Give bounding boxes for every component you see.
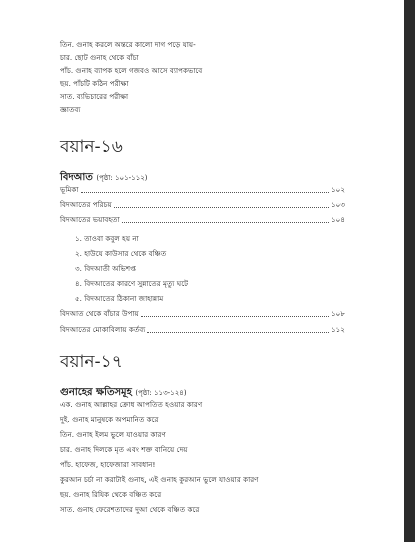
toc-row[interactable] bbox=[60, 184, 345, 195]
toc-page: ১০৪ bbox=[330, 215, 345, 224]
list-item: ছয়. গুনাহ রিযিক থেকে বঞ্চিত করে bbox=[60, 490, 162, 499]
toc-label: বিদআতের পরিচয় bbox=[60, 200, 112, 209]
intro-line: পাঁচ. গুনাহ ব্যাপক হলে গজবও আসে ব্যাপকভাবে bbox=[60, 66, 203, 75]
intro-line: তিন. গুনাহ করলে অন্তরে কালো দাগ পড়ে যায়- bbox=[60, 40, 196, 49]
toc-row[interactable] bbox=[60, 199, 345, 210]
toc-label: বিদআত থেকে বাঁচার উপায় bbox=[60, 309, 139, 318]
list-item: চার. গুনাহ দিলকে মৃত এবং শক্ত বানিয়ে দেয় bbox=[60, 445, 188, 454]
list-item: দুই. গুনাহ মানুষকে অপমানিত করে bbox=[60, 415, 159, 424]
intro-line: চার. ছোট গুনাহ থেকে বাঁচা bbox=[60, 53, 139, 62]
list-item: তিন. গুনাহ ইলম ভুলে যাওয়ার কারণ bbox=[60, 430, 166, 439]
page-edge-bar bbox=[404, 0, 415, 542]
section-title-text: গুনাহের ক্ষতিসমূহ bbox=[60, 387, 132, 398]
toc-row[interactable] bbox=[60, 324, 345, 335]
sub-item: ২. হাউযে কাউসার থেকে বঞ্চিত bbox=[75, 249, 167, 258]
toc-label: বিদআতের ভয়াবহতা bbox=[60, 215, 120, 224]
intro-line: সাত. ব্যভিচারের পরীক্ষা bbox=[60, 92, 129, 101]
toc-leader bbox=[122, 221, 329, 223]
intro-line: ছয়. পাঁচটি কঠিন পরীক্ষা bbox=[60, 79, 129, 88]
list-item: এক. গুনাহ আল্লাহর ক্রোধ আপতিত হওয়ার কারণ bbox=[60, 400, 203, 409]
sub-item: ৩. বিদআতী অভিশপ্ত bbox=[75, 264, 136, 273]
bayan-16-heading: বয়ান-১৬ bbox=[60, 137, 123, 157]
section-page-range: (পৃষ্ঠা: ১১৩-১২৪) bbox=[135, 389, 187, 397]
toc-leader bbox=[141, 315, 329, 317]
intro-line: জ্ঞাতব্য bbox=[60, 105, 81, 114]
toc-page: ১০৮ bbox=[330, 309, 345, 318]
toc-page: ১০২ bbox=[330, 185, 345, 194]
sub-item: ১. তাওবা কবুল হয় না bbox=[75, 234, 139, 243]
toc-leader bbox=[81, 191, 329, 193]
toc-page: ১০৩ bbox=[330, 200, 345, 209]
bidat-section-title bbox=[60, 171, 148, 185]
gunah-section-title bbox=[60, 386, 187, 400]
section-title-text: বিদআত bbox=[60, 172, 93, 183]
section-page-range: (পৃষ্ঠা: ১০১-১১২) bbox=[96, 174, 148, 182]
sub-item: ৪. বিদআতের কারণে সুন্নাতের মৃত্যু ঘটে bbox=[75, 279, 189, 288]
list-item: পাঁচ. হাফেজ, হাফেজারা সাবধান! bbox=[60, 460, 156, 469]
toc-label: বিদআতের মোকাবিলায় কর্তব্য bbox=[60, 325, 146, 334]
toc-page: ১১২ bbox=[330, 325, 345, 334]
toc-row[interactable] bbox=[60, 308, 345, 319]
bayan-17-heading: বয়ান-১৭ bbox=[60, 352, 123, 372]
toc-leader bbox=[114, 206, 329, 208]
toc-label: ভূমিকা bbox=[60, 185, 79, 194]
toc-row[interactable] bbox=[60, 214, 345, 225]
sub-item: ৫. বিদআতের ঠিকানা জাহান্নাম bbox=[75, 294, 164, 303]
list-item: কুরআন চর্চা না করাটাই গুনাহ, এই গুনাহ কুরআন ভুলে যাওয়ার কারণ bbox=[60, 475, 259, 484]
toc-leader bbox=[147, 331, 329, 333]
list-item: সাত. গুনাহ ফেরেশতাদের দুআ থেকে বঞ্চিত করে bbox=[60, 505, 200, 514]
